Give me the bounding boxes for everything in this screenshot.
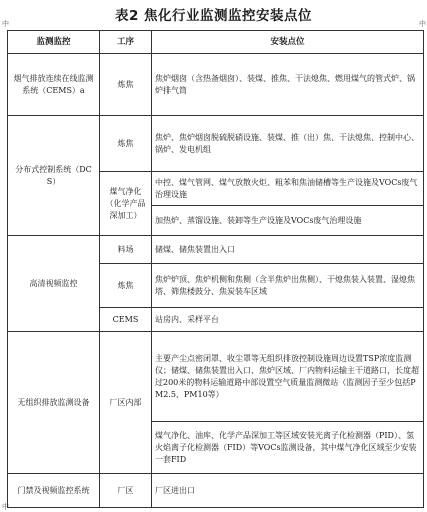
cell-install-point: 厂区进出口 [152, 474, 424, 508]
cell-install-point: 储煤、储焦装置出入口 [152, 236, 424, 264]
table-row [8, 474, 424, 508]
cell-install-point: 焦炉、焦炉烟囱脱硫脱硝设施、装煤、推（出）焦、干法熄焦、控制中心、锅炉、发电机组 [152, 116, 424, 172]
cell-install-point: 站房内、采样平台 [152, 308, 424, 332]
cell-process: 炼焦 [100, 116, 152, 172]
cell-monitoring: 高清视频监控 [8, 236, 100, 332]
cell-install-point: 主要产尘点密闭罩、收尘罩等无组织排放控制设施周边设置TSP浓度监测仪；储煤、储焦装置出入口、焦炉区域、厂内物料运输主干道路口，长度超过200米的物料运输道路中部设置空气质量监测微站（监测因子至少包括PM2.5、PM10等） [152, 332, 424, 422]
cell-monitoring: 烟气排放连续在线监测系统（CEMS）a [8, 54, 100, 116]
header-process: 工序 [100, 31, 152, 54]
cell-install-point: 中控、煤气管网、煤气放散火炬、粗苯和焦油储槽等生产设施及VOCs废气治理设施 [152, 172, 424, 206]
corner-mark-bottom-left: 中 [2, 503, 9, 511]
table-title: 表2 焦化行业监测监控安装点位 [114, 8, 313, 24]
cell-install-point: 焦炉烟囱（含热备烟囱）、装煤、推焦、干法熄焦、燃用煤气的管式炉、锅炉排气筒 [152, 54, 424, 116]
cell-process: 煤气净化（化学产品深加工） [100, 172, 152, 236]
header-monitoring: 监测监控 [8, 31, 100, 54]
table-header-row [8, 31, 424, 54]
cell-install-point: 加热炉、蒸馏设施、装卸等生产设施及VOCs废气治理设施 [152, 206, 424, 236]
install-points-table [7, 30, 424, 508]
corner-mark-top-right: 中 [419, 20, 426, 28]
cell-monitoring: 分布式控制系统（DCS） [8, 116, 100, 236]
cell-process: 炼焦 [100, 54, 152, 116]
table-row [8, 54, 424, 116]
table-row [8, 332, 424, 422]
table-row [8, 116, 424, 172]
cell-process: 厂区 [100, 474, 152, 508]
table-row [8, 236, 424, 264]
cell-process: 炼焦 [100, 264, 152, 308]
cell-process: 料场 [100, 236, 152, 264]
cell-install-point: 焦炉炉顶、焦炉机侧和焦侧（含半焦炉出焦侧）、干熄焦装入装置、湿熄焦塔、筛焦楼鼓分、焦炭装车区域 [152, 264, 424, 308]
cell-monitoring: 门禁及视频监控系统 [8, 474, 100, 508]
cell-install-point: 煤气净化、油库、化学产品深加工等区域安装光离子化检测器（PID）、氢火焰离子化检测器（FID）等VOCs监测设备，其中煤气净化区域至少安装一套FID [152, 422, 424, 474]
cell-monitoring: 无组织排放监测设备 [8, 332, 100, 474]
corner-mark-top-left: 中 [2, 20, 9, 28]
cell-process: CEMS [100, 308, 152, 332]
cell-process: 厂区内部 [100, 332, 152, 474]
header-install-point: 安装点位 [152, 31, 424, 54]
